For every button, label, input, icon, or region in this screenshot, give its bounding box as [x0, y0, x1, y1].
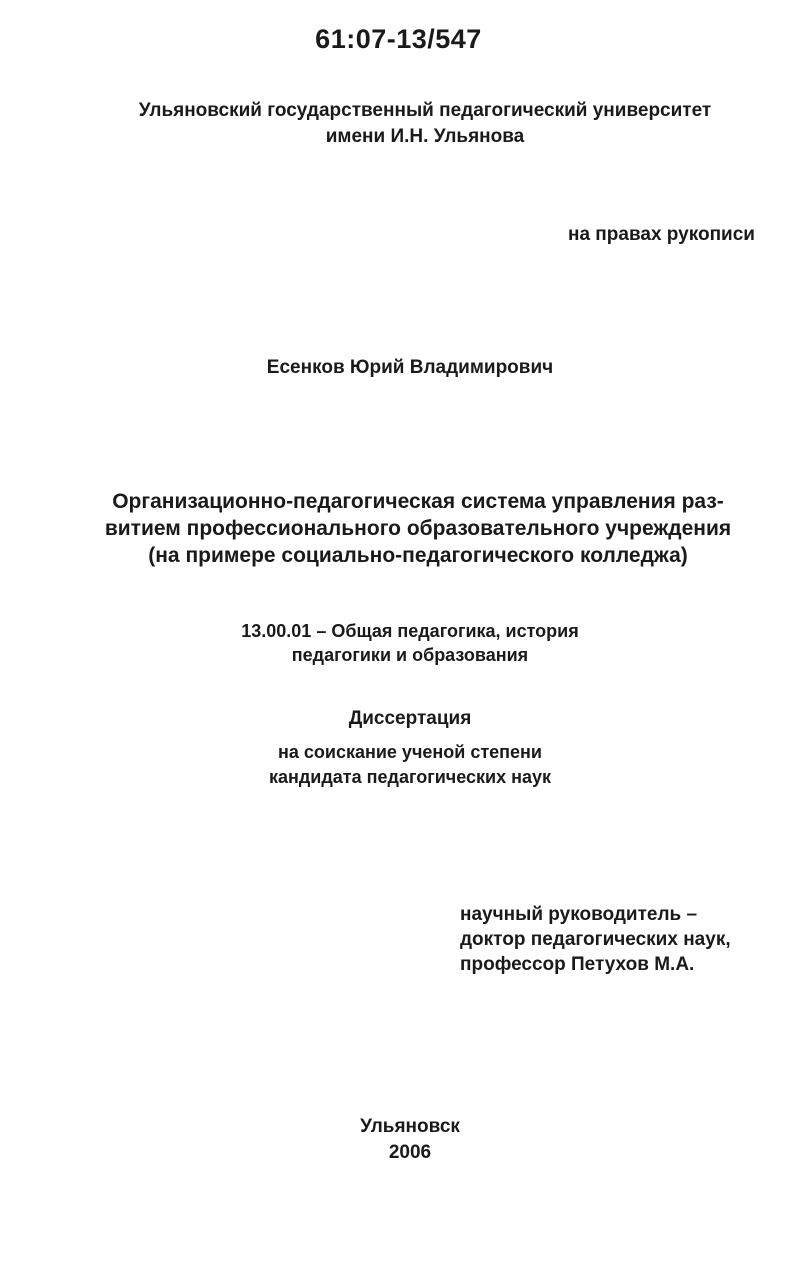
institution-name	[0, 98, 797, 150]
degree-line-1: на соискание ученой степени	[278, 742, 542, 762]
catalog-number: 61:07-13/547	[315, 24, 482, 54]
author-name: Есенков Юрий Владимирович	[266, 357, 554, 378]
title-line-1: Организационно-педагогическая система управления раз-	[112, 490, 724, 513]
institution-line-1: Ульяновский государственный педагогический университет	[138, 100, 712, 121]
advisor-line-2: доктор педагогических наук,	[460, 929, 731, 950]
scientific-advisor	[460, 902, 731, 977]
title-line-2: витием профессионального образовательного учреждения	[104, 517, 732, 540]
title-line-3: (на примере социально-педагогического колледжа)	[148, 544, 688, 567]
advisor-line-1: научный руководитель –	[460, 904, 698, 925]
degree-description	[0, 740, 797, 790]
specialty-code	[0, 619, 797, 667]
city-name: Ульяновск	[360, 1116, 460, 1137]
specialty-line-2: педагогики и образования	[291, 645, 529, 665]
publication-year: 2006	[388, 1142, 432, 1163]
place-and-year	[0, 1114, 797, 1166]
degree-line-2: кандидата педагогических наук	[268, 767, 551, 787]
manuscript-note: на правах рукописи	[567, 224, 755, 245]
specialty-line-1: 13.00.01 – Общая педагогика, история	[241, 621, 579, 641]
advisor-line-3: профессор Петухов М.А.	[460, 954, 695, 975]
dissertation-title	[0, 488, 797, 569]
institution-line-2: имени И.Н. Ульянова	[325, 126, 525, 147]
dissertation-label: Диссертация	[348, 708, 472, 729]
